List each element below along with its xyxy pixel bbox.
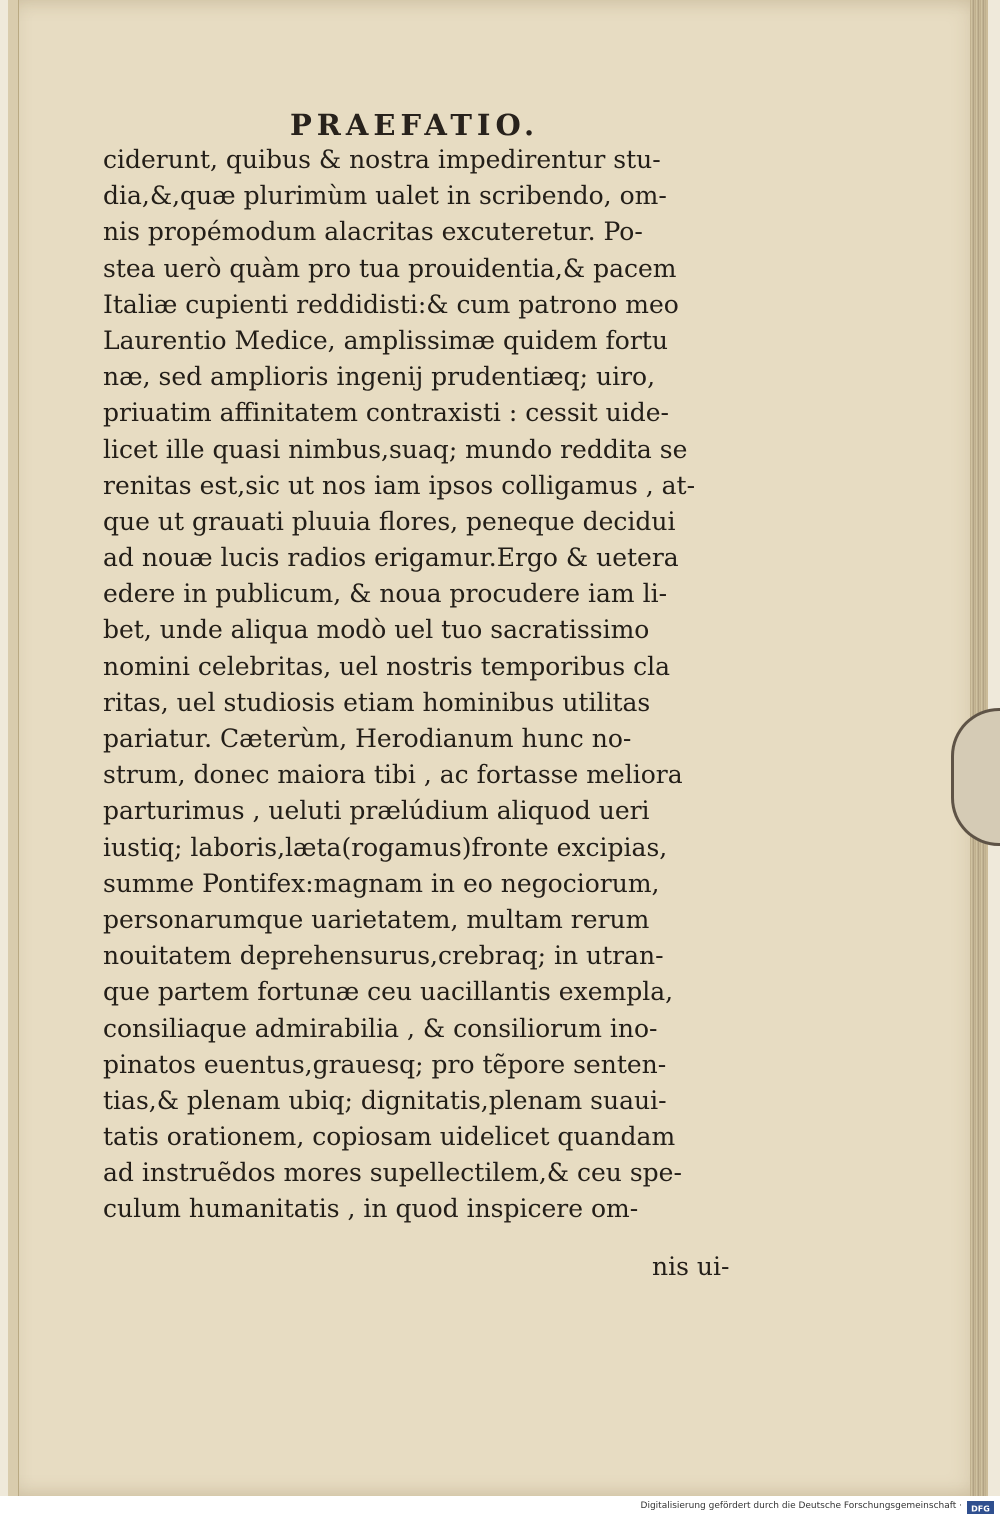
text-line: nouitatem deprehensurus,crebraq; in utran-	[103, 941, 664, 971]
catchword: nis ui-	[652, 1252, 730, 1281]
text-line: que ut grauati pluuia flores, peneque decidui	[103, 506, 676, 536]
text-line: strum, donec maiora tibi , ac fortasse meliora	[103, 760, 683, 790]
text-line: nomini celebritas, uel nostris temporibus cla	[103, 651, 671, 681]
text-line: næ, sed amplioris ingenij prudentiæq; uiro,	[103, 362, 656, 392]
running-header: PRAEFATIO.	[290, 108, 540, 142]
body-text	[103, 142, 753, 1228]
text-line: parturimus , ueluti prælúdium aliquod ueri	[103, 796, 650, 826]
page-gutter	[8, 0, 19, 1496]
text-line: tatis orationem, copiosam uidelicet quandam	[103, 1122, 676, 1152]
text-line: priuatim affinitatem contraxisti : cessit uide-	[103, 398, 669, 428]
text-line: consiliaque admirabilia , & consiliorum ino-	[103, 1013, 658, 1043]
text-line: bet, unde aliqua modò uel tuo sacratissimo	[103, 615, 650, 645]
text-line: nis propémodum alacritas excuteretur. Po-	[103, 217, 643, 247]
text-line: stea uerò quàm pro tua prouidentia,& pacem	[103, 253, 677, 283]
text-line: dia,&,quæ plurimùm ualet in scribendo, om-	[103, 181, 667, 211]
text-line: iustiq; laboris,læta(rogamus)fronte excipias,	[103, 832, 668, 862]
text-line: personarumque uarietatem, multam rerum	[103, 904, 650, 934]
text-line: ciderunt, quibus & nostra impedirentur stu-	[103, 145, 661, 174]
text-line: ritas, uel studiosis etiam hominibus utilitas	[103, 687, 651, 717]
footer-bar	[0, 1496, 1000, 1516]
text-line: pinatos euentus,grauesq; pro tẽpore senten-	[103, 1049, 667, 1079]
dfg-logo	[967, 1501, 994, 1512]
text-line: licet ille quasi nimbus,suaq; mundo reddita se	[103, 434, 688, 464]
dfg-logo-mark	[967, 1503, 994, 1514]
text-line: Laurentio Medice, amplissimæ quidem fortu	[103, 325, 668, 355]
text-line: tias,& plenam ubiq; dignitatis,plenam suaui-	[103, 1085, 667, 1115]
text-line: Italiæ cupienti reddidisti:& cum patrono meo	[103, 289, 679, 319]
text-line: ad nouæ lucis radios erigamur.Ergo & uetera	[103, 543, 679, 573]
text-line: summe Pontifex:magnam in eo negociorum,	[103, 868, 660, 898]
text-line: culum humanitatis , in quod inspicere om-	[103, 1194, 639, 1224]
digitization-credit: Digitalisierung gefördert durch die Deutsche Forschungsgemeinschaft ·	[640, 1501, 962, 1511]
text-line: renitas est,sic ut nos iam ipsos colligamus , at-	[103, 470, 696, 500]
text-line: pariatur. Cæterùm, Herodianum hunc no-	[103, 724, 632, 753]
text-line: edere in publicum, & noua procudere iam li-	[103, 579, 668, 609]
text-line: ad instruẽdos mores supellectilem,& ceu spe-	[103, 1158, 682, 1188]
dfg-logo-text: DFG	[971, 1504, 990, 1514]
text-line: que partem fortunæ ceu uacillantis exempla,	[103, 977, 674, 1007]
